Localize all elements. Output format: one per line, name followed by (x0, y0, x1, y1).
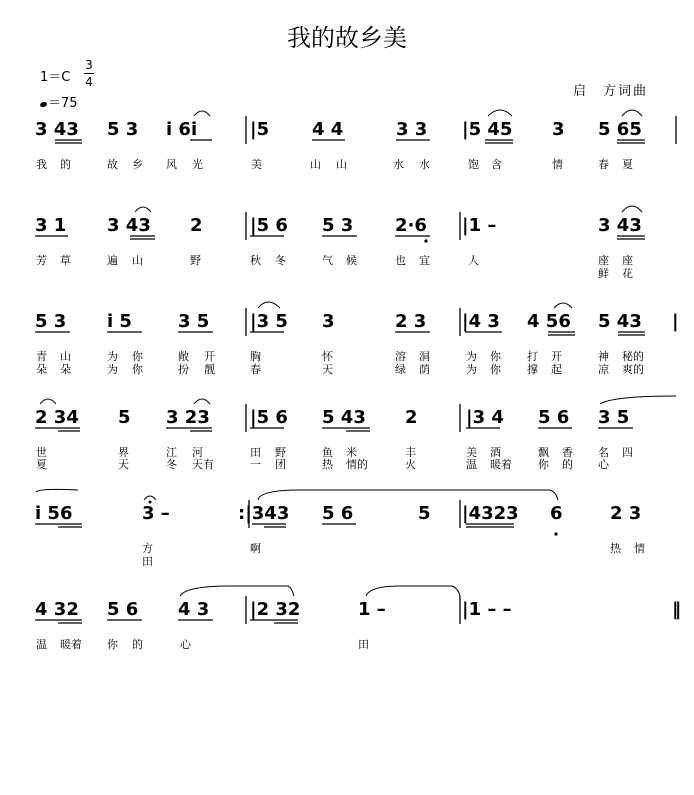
score-line-6 (35, 586, 681, 651)
lyric: 丰 (405, 446, 416, 459)
lyric: 江 (166, 446, 177, 459)
note-group: |3 4 (466, 407, 504, 428)
lyric: 开 (204, 350, 215, 363)
lyric: 世 (36, 446, 47, 459)
lyric: 的 (562, 458, 573, 471)
lyric: 情 (552, 158, 563, 171)
note-group: |4 3 (462, 311, 500, 332)
note-group: 3 1 (35, 215, 67, 236)
lyric: 方 (142, 542, 153, 555)
note-group: 3 23 (166, 407, 210, 428)
lyric: 温 (36, 638, 47, 651)
score-line-5 (35, 489, 645, 568)
lyric: 光 (192, 158, 203, 171)
note-group: 3 3 (396, 119, 428, 140)
time-signature-bottom: 4 (85, 75, 93, 89)
time-signature-top: 3 (85, 58, 93, 72)
note-group: :|343 (238, 503, 290, 524)
note-group: 3 43 (598, 215, 642, 236)
lyric: 水 (419, 158, 430, 171)
note-group: 3 43 (107, 215, 151, 236)
score-line-1 (35, 110, 676, 171)
lyric: 你 (132, 363, 143, 376)
note-group: 4 32 (35, 599, 79, 620)
lyric: 香 (562, 446, 573, 459)
note-group: 2 (405, 407, 418, 428)
lyric: 田 (142, 555, 153, 568)
score-line-2 (35, 206, 645, 280)
note-group: 5 65 (598, 119, 642, 140)
note-group: |5 6 (250, 407, 288, 428)
lyric: 含 (491, 158, 502, 171)
note-group: |5 45 (462, 119, 513, 140)
note-group: 5 (418, 503, 431, 524)
lyric: 夏 (36, 458, 47, 471)
note-group: 2 34 (35, 407, 79, 428)
lyric: 为 (107, 363, 118, 376)
note-group: 3 43 (35, 119, 79, 140)
lyric: 草 (60, 254, 71, 267)
lyric: 胸 (250, 350, 261, 363)
note-group: 5 6 (322, 503, 354, 524)
lyric: 撑 (527, 363, 538, 376)
note-group: 4 3 (178, 599, 210, 620)
lyric: 冬 (275, 254, 286, 267)
lyric: 心 (180, 638, 191, 651)
note-group: 5 6 (107, 599, 139, 620)
lyric: 遍 (107, 254, 118, 267)
lyric: 洞 (419, 350, 430, 363)
lyric: 溶 (395, 350, 406, 363)
lyric: 神 (598, 350, 609, 363)
lyric: 绿 (395, 363, 406, 376)
lyric: 山 (132, 254, 143, 267)
lyric: 荫 (419, 363, 430, 376)
lyric: 河 (192, 446, 203, 459)
lyric: 夏 (622, 158, 633, 171)
lyric: 名 (598, 446, 609, 459)
lyric: 为 (466, 350, 477, 363)
lyric: 情 (634, 542, 645, 555)
note-group: 4 4 (312, 119, 344, 140)
lyric: 你 (490, 363, 501, 376)
lyric: 天 (118, 458, 129, 471)
note-group: 5 (118, 407, 131, 428)
lyric: 怀 (322, 350, 333, 363)
lyric: 山 (310, 158, 321, 171)
lyric: 风 (166, 158, 177, 171)
note-group: 3 5 (178, 311, 210, 332)
lyric: 山 (60, 350, 71, 363)
lyric: 热 (322, 458, 333, 471)
note-group: |4323 (462, 503, 519, 524)
song-title: 我的故乡美 (287, 24, 407, 52)
lyric: 朵 (36, 363, 47, 376)
lyric: 秋 (250, 254, 261, 267)
lyric: 一 (250, 458, 261, 471)
lyric: 凉 (598, 363, 609, 376)
lyric: 情的 (346, 458, 368, 471)
lyric: 鱼 (322, 446, 333, 459)
lyric: 敞 (178, 350, 189, 363)
tempo-value: ＝75 (48, 96, 78, 111)
lyric: 座 (622, 254, 633, 267)
note-group: 5 3 (107, 119, 139, 140)
lyric: 也 (395, 254, 406, 267)
lyric: 米 (346, 446, 357, 459)
lyric: 飘 (538, 446, 549, 459)
lyric: 饱 (468, 158, 479, 171)
composer-credit: 启 方词曲 (572, 84, 648, 99)
lyric: 你 (132, 350, 143, 363)
note-group: |5 6 (250, 215, 288, 236)
note-group: 3 5 (598, 407, 630, 428)
lyric: 的 (60, 158, 71, 171)
note-group: 5 3 (322, 215, 354, 236)
lyric: 美 (251, 158, 262, 171)
lyric: 山 (336, 158, 347, 171)
lyric: 扮 (178, 363, 189, 376)
key-signature: 1＝C (40, 70, 71, 85)
lyric: 啊 (250, 542, 261, 555)
lyric: 春 (598, 158, 609, 171)
lyric: 爽的 (622, 363, 644, 376)
lyric: 团 (275, 458, 286, 471)
note-group: 2 (190, 215, 203, 236)
lyric: 气 (322, 254, 333, 267)
note-group: 5 3 (35, 311, 67, 332)
lyric: 酒 (490, 446, 501, 459)
lyric: 靓 (204, 363, 215, 376)
note-group: 5 43 (598, 311, 642, 332)
lyric: 界 (118, 446, 129, 459)
lyric: 你 (490, 350, 501, 363)
lyric: 开 (551, 350, 562, 363)
note-group: 5 43 (322, 407, 366, 428)
lyric: 野 (275, 446, 286, 459)
lyric: 青 (36, 350, 47, 363)
lyric: 你 (538, 458, 549, 471)
lyric: 热 (610, 542, 621, 555)
lyric: 田 (358, 638, 369, 651)
note-group: 2·6 (395, 215, 427, 236)
lyric: 朵 (60, 363, 71, 376)
lyric: 野 (190, 254, 201, 267)
lyric: 座 (598, 254, 609, 267)
note-group: 2 3 (395, 311, 427, 332)
note-group: 6 (550, 503, 563, 524)
note-group: 3 (322, 311, 335, 332)
lyric: 天 (322, 363, 333, 376)
lyric: 田 (250, 446, 261, 459)
lyric: 起 (551, 363, 562, 376)
lyric: 打 (527, 350, 538, 363)
note-group: ‖ (672, 599, 681, 620)
note-group: i 6i (166, 119, 198, 140)
lyric: 冬 (166, 458, 177, 471)
note-group: 5 6 (538, 407, 570, 428)
note-group: 2 3 (610, 503, 642, 524)
lyric: 为 (107, 350, 118, 363)
lyric: 水 (393, 158, 404, 171)
lyric: 宜 (419, 254, 430, 267)
note-group: |1 – – (462, 599, 512, 620)
note-group: i 5 (107, 311, 132, 332)
lyric: 乡 (132, 158, 143, 171)
score-line-3 (35, 302, 679, 376)
note-group: 3 – (142, 503, 170, 524)
score-line-4 (35, 396, 676, 471)
lyric: 秘的 (622, 350, 644, 363)
lyric: 暖着 (490, 458, 512, 471)
lyric: 四 (622, 446, 633, 459)
lyric: 的 (132, 638, 143, 651)
note-group: 1 – (358, 599, 386, 620)
lyric: 为 (466, 363, 477, 376)
lyric: 心 (598, 458, 609, 471)
lyric: 花 (622, 267, 633, 280)
note-group: 3 (552, 119, 565, 140)
lyric: 你 (107, 638, 118, 651)
lyric: 芳 (36, 254, 47, 267)
note-group: |2 32 (250, 599, 301, 620)
lyric: 候 (346, 254, 357, 267)
lyric: 温 (466, 458, 477, 471)
lyric: 天有 (192, 458, 214, 471)
note-group: 4 56 (527, 311, 571, 332)
lyric: 火 (405, 458, 416, 471)
note-group: |1 – (462, 215, 497, 236)
lyric: 暖着 (60, 638, 82, 651)
note-group: i 56 (35, 503, 73, 524)
lyric: 人 (468, 254, 479, 267)
lyric: 春 (250, 363, 261, 376)
note-group: |5 (250, 119, 270, 140)
lyric: 我 (36, 158, 47, 171)
note-group: |3 5 (250, 311, 288, 332)
note-group: | (672, 311, 679, 332)
lyric: 鲜 (598, 267, 609, 280)
lyric: 故 (107, 158, 118, 171)
lyric: 美 (466, 446, 477, 459)
